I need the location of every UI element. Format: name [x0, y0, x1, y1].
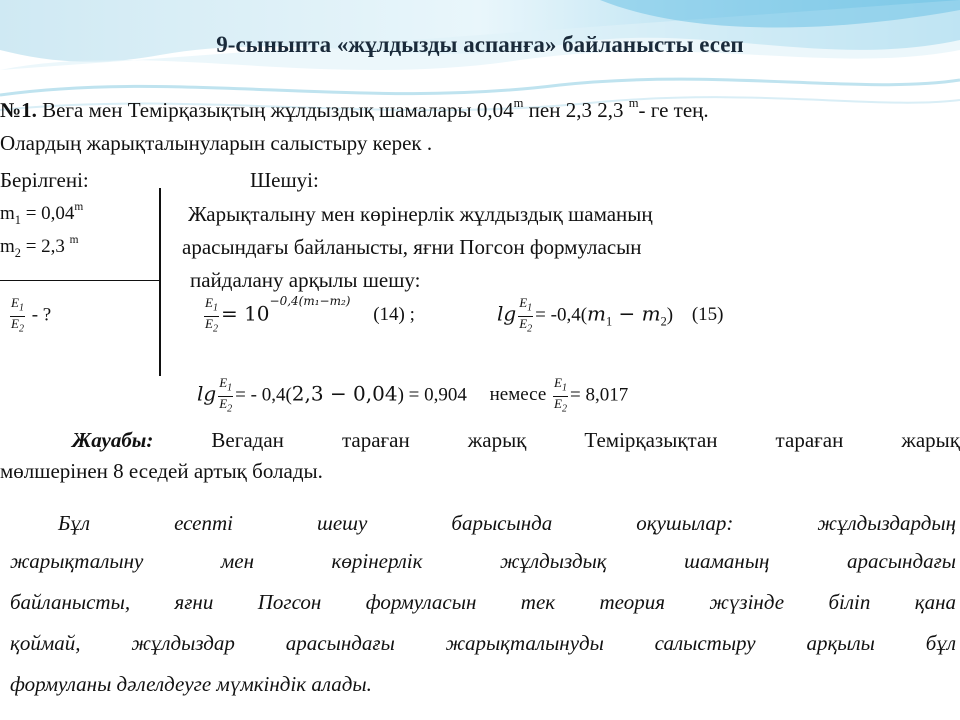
answer-label: Жауабы:	[72, 428, 154, 452]
solution-line-3: пайдалану арқылы шешу:	[190, 268, 421, 292]
problem-line-1: №1. Вега мен Темірқазықтың жұлдыздық шамалары 0,04$^m$ пен 2,3 2,3 $^m$- ге тең.	[0, 96, 709, 122]
solution-line-2: арасындағы байланысты, яғни Погсон формуласын	[182, 235, 642, 259]
given-m2: $m_2 = 2,3$ $^m$	[0, 234, 79, 260]
solution-label: Шешуі:	[250, 168, 319, 192]
solution-line-1: Жарықталыну мен көрінерлік жұлдыздық шаманың	[188, 202, 653, 226]
equation-15: lg $\frac{E_1}{E_2}$ = $-0,4(m_1 - m_2)$ (15)	[497, 295, 724, 335]
given-label: Берілгені:	[0, 168, 89, 192]
conclusion-line-2: жарықталыну мен көрінерлік жұлдыздық шаманың арасындағы	[10, 549, 956, 573]
given-unknown: $\frac{E_1}{E_2}$ - ?	[11, 295, 52, 335]
given-divider-vertical	[159, 188, 161, 376]
problem-line-2: Олардың жарықталынуларын салыстыру керек .	[0, 131, 433, 155]
conclusion-line-3: байланысты, яғни Погсон формуласын тек теория жүзінде біліп қана	[10, 590, 956, 614]
answer-line-1: Жауабы: Вегадан тараған жарық Темірқазықтан тараған жарық	[72, 428, 960, 452]
page-title: 9-сыныпта «жұлдызды аспанға» байланысты есеп	[216, 32, 744, 57]
result-equation: lg $\frac{E_1}{E_2}$ = - 0,4(2,3 − 0,04) = 0,904 немесе $\frac{E_1}{E_2}$ = 8,017	[197, 375, 629, 415]
given-m1: $m_1 = 0,04^m$	[0, 201, 84, 227]
ratio-fraction: $\frac{E_1}{E_2}$	[11, 295, 24, 335]
conclusion-line-1: Бұл есепті шешу барысында оқушылар: жұлдыздардың	[58, 511, 956, 535]
conclusion-line-5: формуланы дәлелдеуге мүмкіндік алады.	[10, 672, 372, 696]
conclusion-line-4: қоймай, жұлдыздар арасындағы жарықталынуды салыстыру арқылы бұл	[10, 631, 956, 655]
equation-14: $\frac{E_1}{E_2}$ = $10^{-0,4(m_1-m_2)}$ (14) ;	[205, 294, 415, 335]
given-divider-horizontal	[0, 280, 160, 281]
answer-line-2: мөлшерінен 8 еседей артық болады.	[0, 459, 323, 483]
problem-number: №1.	[0, 98, 37, 122]
